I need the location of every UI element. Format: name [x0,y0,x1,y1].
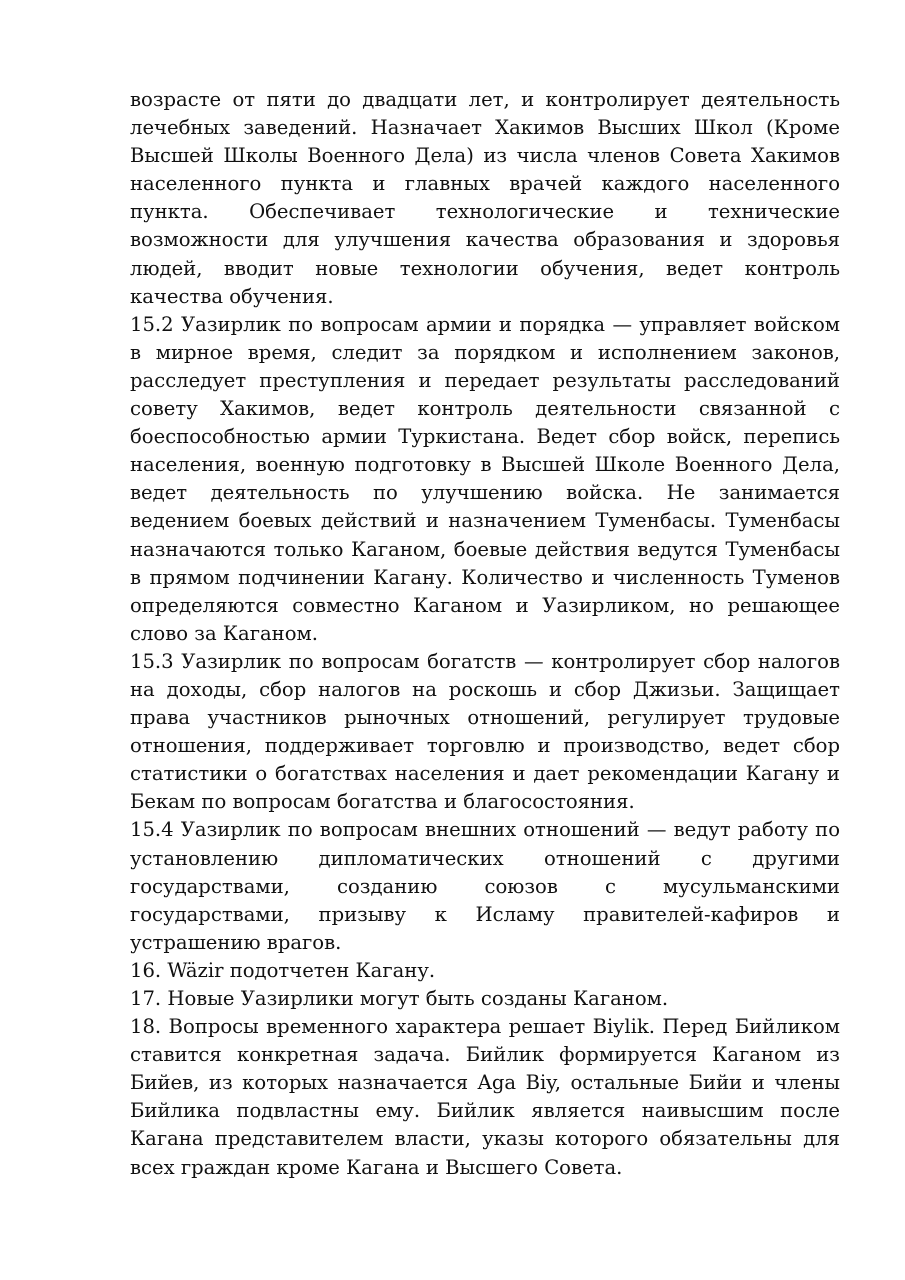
paragraph-17: 17. Новые Уазирлики могут быть созданы Каганом. [130,987,669,1010]
paragraph-15-3: 15.3 Уазирлик по вопросам богатств — контролирует сбор налогов на доходы, сбор налогов на роскошь и сбор Джизьи. Защищает права участников рыночных отношений, регулирует трудовые отношения, поддерживает торговлю и производство, ведет сбор статистики о богатствах населения и дает рекомендации Кагану и Бекам по вопросам богатства и благосостояния. [130,649,840,814]
paragraph-15-2: 15.2 Уазирлик по вопросам армии и порядка — управляет войском в мирное время, следит за порядком и исполнением законов, расследует преступления и передает результаты расследований совету Хакимов, ведет контроль деятельности связанной с боеспособностью армии Туркистана. Ведет сбор войск, перепись населения, военную подготовку в Высшей Школе Военного Дела, ведет деятельность по улучшению войска. Не занимается ведением боевых действий и назначением Туменбасы. Туменбасы назначаются только Каганом, боевые действия ведутся Туменбасы в прямом подчинении Кагану. Количество и численность Туменов определяются совместно Каганом и Уазирликом, но решающее слово за Каганом. [130,312,840,645]
document-body [130,86,840,1182]
paragraph-16: 16. Wäzir подотчетен Кагану. [130,958,436,982]
paragraph-continuation: возрасте от пяти до двадцати лет, и контролирует деятельность лечебных заведений. Назначает Хакимов Высших Школ (Кроме Высшей Школы Военного Дела) из числа членов Совета Хакимов населенного пункта и главных врачей каждого населенного пункта. Обеспечивает технологические и технические возможности для улучшения качества образования и здоровья людей, вводит новые технологии обучения, ведет контроль качества обучения. [130,88,840,308]
paragraph-15-4: 15.4 Уазирлик по вопросам внешних отношений — ведут работу по установлению дипломатических отношений с другими государствами, созданию союзов с мусульманскими государствами, призыву к Исламу правителей-кафиров и устрашению врагов. [130,818,840,954]
paragraph-18: 18. Вопросы временного характера решает Biylik. Перед Бийликом ставится конкретная задача. Бийлик формируется Каганом из Бийев, из которых назначается Aga Biy, остальные Бийи и члены Бийлика подвластны ему. Бийлик является наивысшим после Кагана представителем власти, указы которого обязательны для всех граждан кроме Кагана и Высшего Совета. [130,1015,840,1179]
